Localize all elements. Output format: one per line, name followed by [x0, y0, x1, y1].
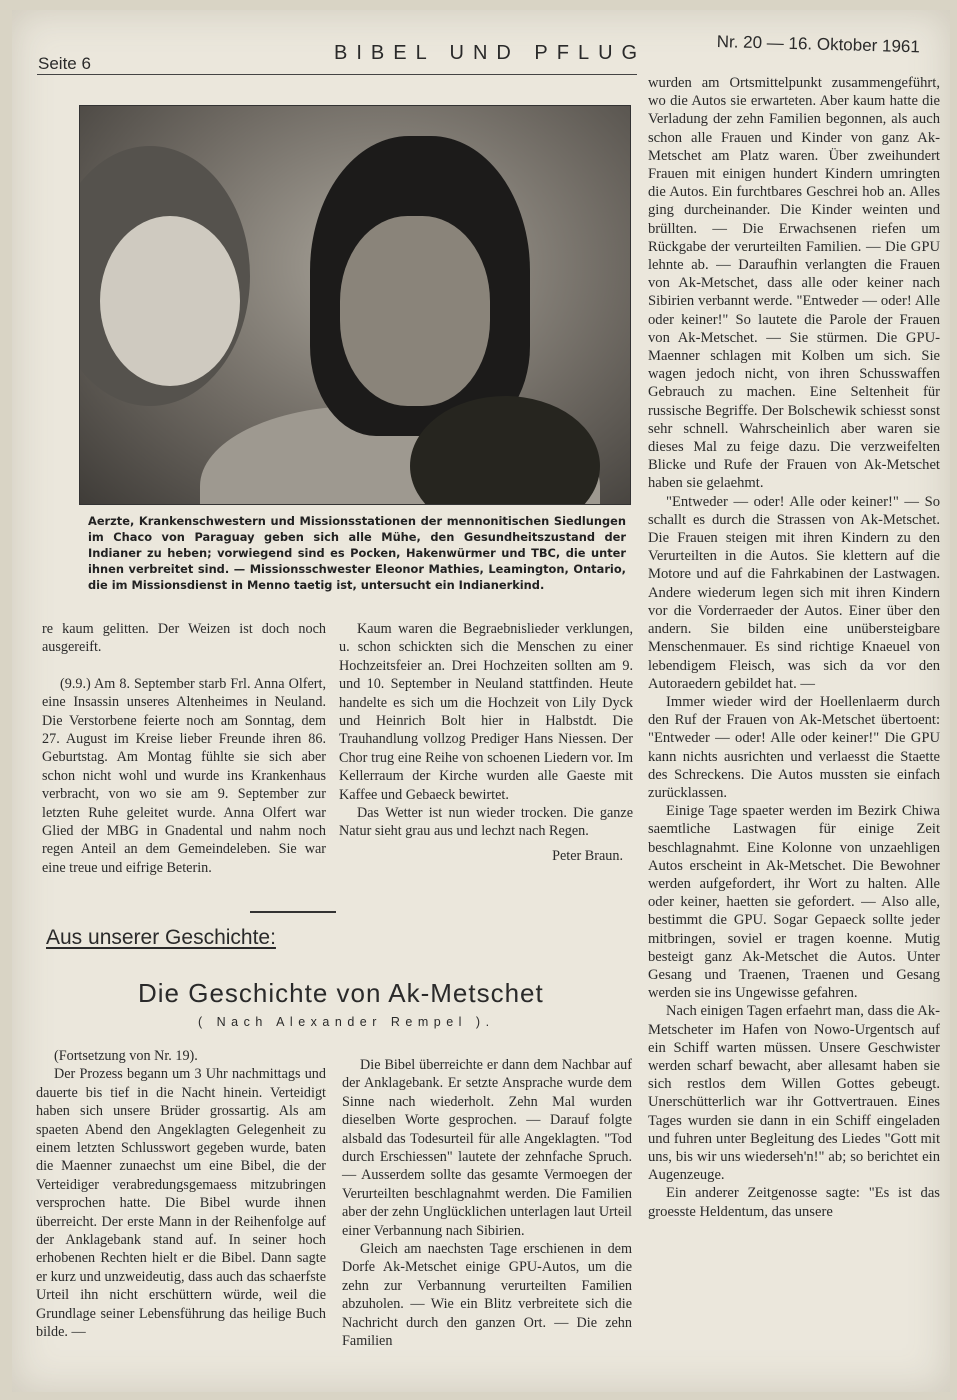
page-number: Seite 6 [38, 54, 91, 73]
paragraph: (Fortsetzung von Nr. 19). [54, 1048, 198, 1064]
column-mid-top [339, 620, 633, 865]
issue-date: Nr. 20 — 16. Oktober 1961 [716, 32, 921, 57]
story-title: Die Geschichte von Ak-Metschet [138, 978, 544, 1008]
column-left-bottom [36, 1047, 326, 1342]
photo-figure [340, 216, 490, 406]
photo-caption: Aerzte, Krankenschwestern und Missionsstationen der mennonitischen Siedlungen im Chaco von Paraguay geben sich alle Mühe, den Gesundheitszustand der Indianer zu heben; vorwiegend sind es Pocken, Hakenwürmer und TBC, die unter ihnen verbreitet sind. — Missionsschwester Eleonor Mathies, Leamington, Ontario, die im Missionsdienst in Menno taetig ist, untersucht ein Indianerkind. [88, 514, 626, 592]
header-rule [37, 74, 637, 75]
section-heading: Aus unserer Geschichte: [46, 926, 276, 949]
column-mid-bottom [342, 1056, 632, 1351]
paragraph: Die Bibel überreichte er dann dem Nachbar auf der Anklagebank. Er setzte Ansprache wurde dem Sinne nach wiederholt. Zehn Mal wurden dieselben Worte gesprochen. — Darauf folgte alsbald das Todesurteil für alle Angeklagten. "Tod durch Erschiessen" lautete der zehnfache Spruch. — Ausserdem sollte das gesamte Vermoegen der Verurteilten beschlagnahmt werden. Die Familien aber der zehn Unglücklichen unterlagen laut Urteil einer Verbannung nach Sibirien. [342, 1057, 632, 1239]
paragraph: Nach einigen Tagen erfaehrt man, dass die Ak-Metscheter im Hafen von Nowo-Urgentsch auf ein Schiff warten müssen. Unsere Geschwister werden scharf bewacht, aber allesamt haben sie sich restlos dem Willen Gottes gebeugt. Unerschütterlich war ihr Gottvertrauen. Eines Tages wurden sie dann in ein Schiff eingeladen und fuhren unter Begleitung des Liedes "Gott mit uns, bis wir uns wiederseh'n!" ab; so berichtet ein Augenzeuge. [648, 1003, 940, 1184]
photograph [79, 105, 631, 505]
paragraph: re kaum gelitten. Der Weizen ist doch noch ausgereift. [42, 621, 326, 656]
photo-figure [100, 216, 240, 386]
paragraph: Gleich am naechsten Tage erschienen in dem Dorfe Ak-Metschet einige GPU-Autos, um die zehn zur Verbannung verurteilten Familien abzuholen. — Wie ein Blitz verbreitete sich die Nachricht durch den ganzen Ort. — Die zehn Familien [342, 1241, 632, 1350]
paragraph: Ein anderer Zeitgenosse sagte: "Es ist das groesste Heldentum, das unsere [648, 1185, 940, 1220]
newspaper-title: BIBEL UND PFLUG [334, 42, 647, 64]
story-subtitle: ( Nach Alexander Rempel ). [198, 1015, 495, 1029]
section-divider [250, 911, 336, 913]
paragraph: Immer wieder wird der Hoellenlaerm durch den Ruf der Frauen von Ak-Metschet übertoent: "Entweder — oder! Alle oder keiner!" Die GPU kann nichts ausrichten und verlaesst die Staette des Schreckens. Die Autos mussten sie einfach zurücklassen. [648, 693, 940, 801]
newspaper-page [12, 10, 950, 1392]
paragraph: wurden am Ortsmittelpunkt zusammengeführt, wo die Autos sie erwarteten. Aber kaum hatte die Verladung der zehn Familien begonnen, als auch schon alle Frauen und Kinder von ganz Ak-Metschet am Platz waren. Über zweihundert Frauen mit einigen hundert Kindern umringten die Autos. Ein furchtbares Geschrei hob an. Alles ging durcheinander. Die Kinder weinten und brüllten. — Die Erwachsenen riefen um Rückgabe der verurteilten Familien. — Die GPU lehnte ab. — Daraufhin verlangten die Frauen von Ak-Metschet, dass alle oder keiner nach Sibirien verbannt werde. "Entweder — oder! Alle oder keiner!" So lautete die Parole der Frauen von Ak-Metschet. — Sie stürmen. Die GPU-Maenner schlagen mit Kolben um sich. Sie wagen jedoch nicht, von ihren Schusswaffen Gebrauch zu machen. Eine Seltenheit für russische Begriffe. Der Bolschewik schiesst sonst sehr schnell. Wahrscheinlich aber waren sie dieses Mal zu feige dazu. Die verzweifelten Blicke und Rufe der Frauen von Ak-Metschet haben sie gelaehmt. [648, 75, 940, 492]
column-left-top [42, 620, 326, 877]
paragraph: Einige Tage spaeter werden im Bezirk Chiwa saemtliche Lastwagen für einige Zeit beschlagnahmt. Eine Kolonne von unzaehligen Autos erscheint in Ak-Metschet. Die Bewohner werden aufgefordert, ihr Wort zu halten. Alle oder keiner, haetten sie gefordert. — Also alle, bestimmt die GPU. Sogar Gepaeck sollte jeder mitbringen, soviel er tragen koenne. Mutig besteigt ganz Ak-Metschet die Autos. Unter Gesang und Traenen, Traenen und Gesang werden sie ins Ungewisse gefahren. [648, 803, 940, 1002]
paragraph: Der Prozess begann um 3 Uhr nachmittags und dauerte bis tief in die Nacht hinein. Verteidigt haben sich unsere Brüder grossartig. Als am spaeten Abend den Angeklagten Gelegenheit zu einem letzten Schlusswort gegeben wurde, baten die Maenner zunaechst um eine Bibel, die der Verteidiger verabredungsgemaess mitzubringen versprochen hatte. Die Bibel wurde ihnen überreicht. Der erste Mann in der Reihenfolge auf der Anklagebank stand auf. In seiner hoch erhobenen Rechten hielt er die Bibel. Dann sagte er kurz und unzweideutig, dass auch das schaerfste Urteil ihn nicht erschüttern würde, weil die Grundlage seiner Lebensführung das heilige Buch bilde. — [36, 1066, 326, 1341]
column-right [648, 74, 940, 1221]
paragraph: Das Wetter ist nun wieder trocken. Die ganze Natur sieht grau aus und lechzt nach Regen. [339, 805, 633, 840]
paragraph: "Entweder — oder! Alle oder keiner!" — So schallt es durch die Strassen von Ak-Metschet. Die Frauen steigen mit ihren Kindern zu den Verurteilten in die Autos. Sie klettern auf die Motore und auf die Fahrkabinen der Lastwagen. Andere wiederum legen sich mit ihren Kindern vor die Vorderraeder der Autos. Einer über den andern. Sie bilden eine unübersteigbare Menschenmauer. Es sind richtige Knaeuel von lebendigem Fleisch, was sich da vor den Autoraedern gebildet hat. — [648, 493, 940, 692]
author-signature: Peter Braun. [552, 847, 623, 864]
paragraph: (9.9.) Am 8. September starb Frl. Anna Olfert, eine Insassin unseres Altenheimes in Neuland. Die Verstorbene feierte noch am Sonntag, dem 27. August im Kreise lieber Freunde ihren 86. Geburtstag. Am Montag fühlte sie sich aber schon nicht wohl und wurde ins Krankenhaus verbracht, von wo sie am 9. September zur letzten Ruhe geleitet wurde. Anna Olfert war Glied der MBG in Gnadental und nahm noch regen Anteil an dem Gemeindeleben. Sie war eine treue und eifrige Beterin. [42, 675, 326, 876]
paragraph: Kaum waren die Begraebnislieder verklungen, u. schon schickten sich die Menschen zu einer Hochzeitsfeier an. Drei Hochzeiten sollten am 9. und 10. September in Neuland stattfinden. Heute handelte es sich um die Hochzeit von Lily Dyck und Heinrich Bolt hier in Halbstdt. Die Trauhandlung vollzog Prediger Hans Niessen. Der Chor trug eine Reihe von schoenen Liedern vor. Im Kellerraum der Kirche wurden alle Gaeste mit Kaffee und Gebaeck bewirtet. [339, 621, 633, 803]
